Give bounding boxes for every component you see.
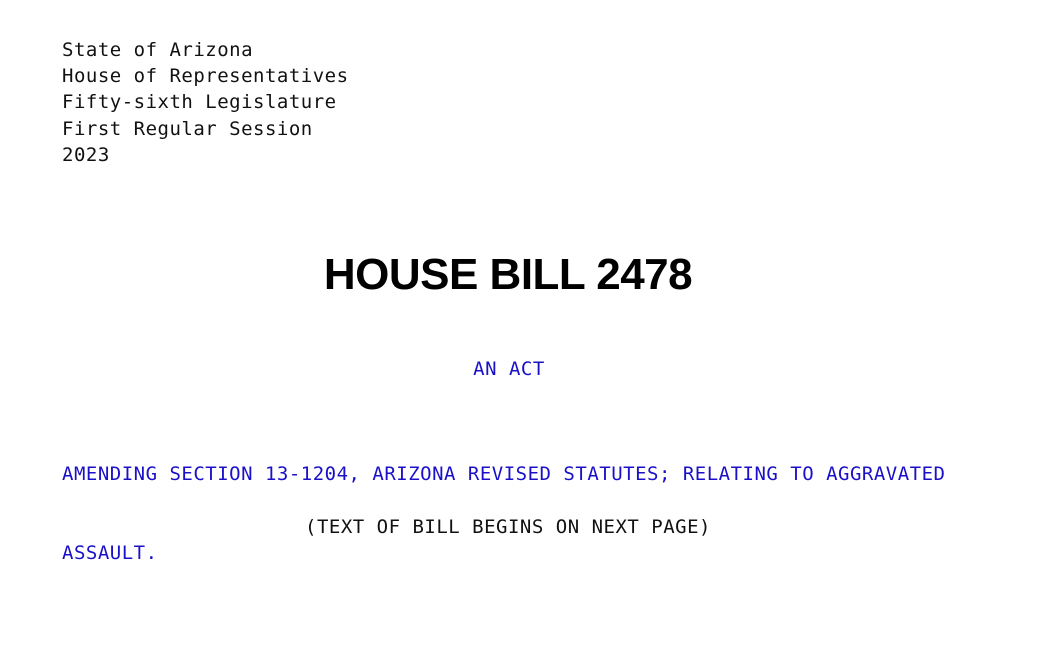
- next-page-note: (TEXT OF BILL BEGINS ON NEXT PAGE): [305, 516, 711, 538]
- session-name: First Regular Session: [62, 117, 313, 140]
- bill-title: HOUSE BILL 2478: [323, 250, 693, 299]
- act-label: AN ACT: [473, 358, 545, 380]
- act-description-line-1: AMENDING SECTION 13-1204, ARIZONA REVISED STATUTES; RELATING TO AGGRAVATED: [62, 463, 946, 486]
- chamber-name: House of Representatives: [62, 65, 349, 88]
- session-year: 2023: [62, 143, 110, 166]
- act-description-line-2: ASSAULT.: [62, 542, 158, 565]
- state-name: State of Arizona: [62, 39, 254, 61]
- legislature-name: Fifty-sixth Legislature: [62, 91, 337, 114]
- legislature-header: [62, 37, 349, 168]
